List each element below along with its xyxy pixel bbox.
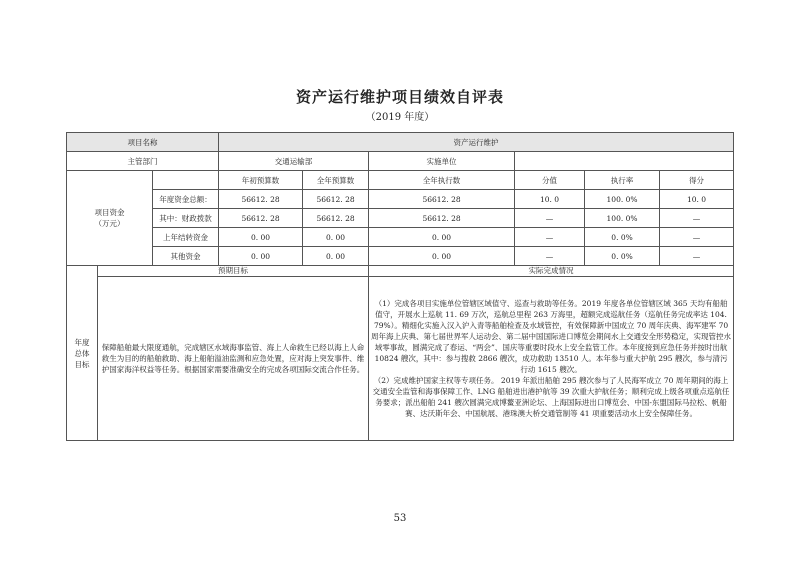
- funds-row-label: 上年结转资金: [153, 228, 219, 247]
- funds-cell: —: [515, 247, 585, 266]
- funds-label: [67, 171, 153, 266]
- funds-cell: —: [660, 228, 734, 247]
- performance-table: [66, 132, 734, 441]
- goals-label-line: 总体: [74, 348, 90, 358]
- funds-cell: 56612. 28: [303, 209, 369, 228]
- funds-header: 全年预算数: [303, 171, 369, 190]
- funds-cell: 10. 0: [515, 190, 585, 209]
- funds-header: 执行率: [585, 171, 660, 190]
- funds-cell: 100. 0%: [585, 190, 660, 209]
- funds-cell: —: [660, 209, 734, 228]
- expected-goal-text: 保障船舶最大限度通航，完成辖区水域海事监管、海上人命救生已经以海上人命救生为目的的船舶救助、海上船舶溢油监测和应急处置，应对海上突发事件、维护国家海洋权益等任务。根据国家需要准确安全的完成各项国际交流合作任务。: [98, 277, 369, 441]
- funds-cell: —: [515, 228, 585, 247]
- actual-result-paragraph-2: （2）完成维护国家主权等专项任务。 2019 年派出船舶 295 艘次参与了人民海军成立 70 周年期间的海上交通安全监管和海事保障工作、LNG 船舶进出港护航等 39 次重大护航任务；顺利完成上级各项重点巡航任务要求；派出船舶 241 艘次圆满完成博鳌亚洲论坛、上海国际进出口博览会、中国-东盟国际马拉松、帆船赛、达沃斯年会、中国航展、港珠澳大桥交通管制等 41 项重要活动水上安全保障任务。: [372, 376, 730, 418]
- project-name-value: 资产运行维护: [219, 133, 734, 152]
- actual-result-paragraph-1: （1）完成各项目实施单位管辖区域值守、巡查与救助等任务。2019 年度各单位管辖区域 365 天均有船舶值守，开展水上巡航 11. 69 万次，巡航总里程 263 万海里，超额完成巡航任务（巡航任务完成率达 104. 79%）。精细化实施入汉入沪入青等船舶检查及水域管控，有效保障新中国成立 70 周年庆典、海军建军 70 周年海上庆典、第七届世界军人运动会、第二届中国国际进口博览会期间水上交通安全形势稳定，实现管控水域零事故，圆满完成了春运、“两会”、国庆等重要时段水上安全监管工作。本年度接到应急任务并按时出航 10824 艘次，其中：参与搜救 2866 艘次，成功救助 13510 人。本年参与重大护航 295 艘次，参与清污行动 1615 艘次。: [371, 299, 732, 374]
- funds-row-label: 其他资金: [153, 247, 219, 266]
- funds-cell: 0. 00: [369, 228, 515, 247]
- funds-cell: 0. 00: [369, 247, 515, 266]
- funds-cell: 0. 00: [219, 247, 303, 266]
- funds-row-label: 年度资金总额：: [153, 190, 219, 209]
- funds-header-blank: [153, 171, 219, 190]
- funds-label-line1: 项目资金: [94, 208, 125, 217]
- funds-cell: 0. 00: [303, 247, 369, 266]
- funds-header: 年初预算数: [219, 171, 303, 190]
- funds-cell: 56612. 28: [219, 190, 303, 209]
- goals-label: [67, 266, 98, 441]
- funds-header: 分值: [515, 171, 585, 190]
- funds-header: 得分: [660, 171, 734, 190]
- funds-cell: 56612. 28: [219, 209, 303, 228]
- funds-cell: —: [660, 247, 734, 266]
- funds-cell: 100. 0%: [585, 209, 660, 228]
- actual-result-header: 实际完成情况: [369, 266, 734, 277]
- funds-cell: —: [515, 209, 585, 228]
- funds-cell: 56612. 28: [369, 190, 515, 209]
- funds-cell: 56612. 28: [303, 190, 369, 209]
- funds-cell: 0. 0%: [585, 247, 660, 266]
- goals-label-line: 年度: [74, 337, 90, 347]
- page-subtitle: （2019 年度）: [365, 112, 435, 123]
- actual-result-text: [369, 277, 734, 441]
- goals-label-line: 目标: [74, 359, 90, 369]
- funds-cell: 0. 00: [219, 228, 303, 247]
- project-name-label: 项目名称: [67, 133, 219, 152]
- dept-value: 交通运输部: [219, 152, 369, 171]
- impl-unit-label: 实施单位: [369, 152, 515, 171]
- funds-cell: 0. 0%: [585, 228, 660, 247]
- funds-cell: 0. 00: [303, 228, 369, 247]
- impl-unit-value: [515, 152, 734, 171]
- funds-header: 全年执行数: [369, 171, 515, 190]
- funds-cell: 10. 0: [660, 190, 734, 209]
- expected-goal-header: 预期目标: [98, 266, 369, 277]
- funds-label-line2: （万元）: [94, 219, 125, 228]
- page-number: 53: [393, 513, 407, 524]
- funds-row-label: 其中：财政拨款: [153, 209, 219, 228]
- page-title: 资产运行维护项目绩效自评表: [295, 88, 504, 106]
- funds-cell: 56612. 28: [369, 209, 515, 228]
- dept-label: 主管部门: [67, 152, 219, 171]
